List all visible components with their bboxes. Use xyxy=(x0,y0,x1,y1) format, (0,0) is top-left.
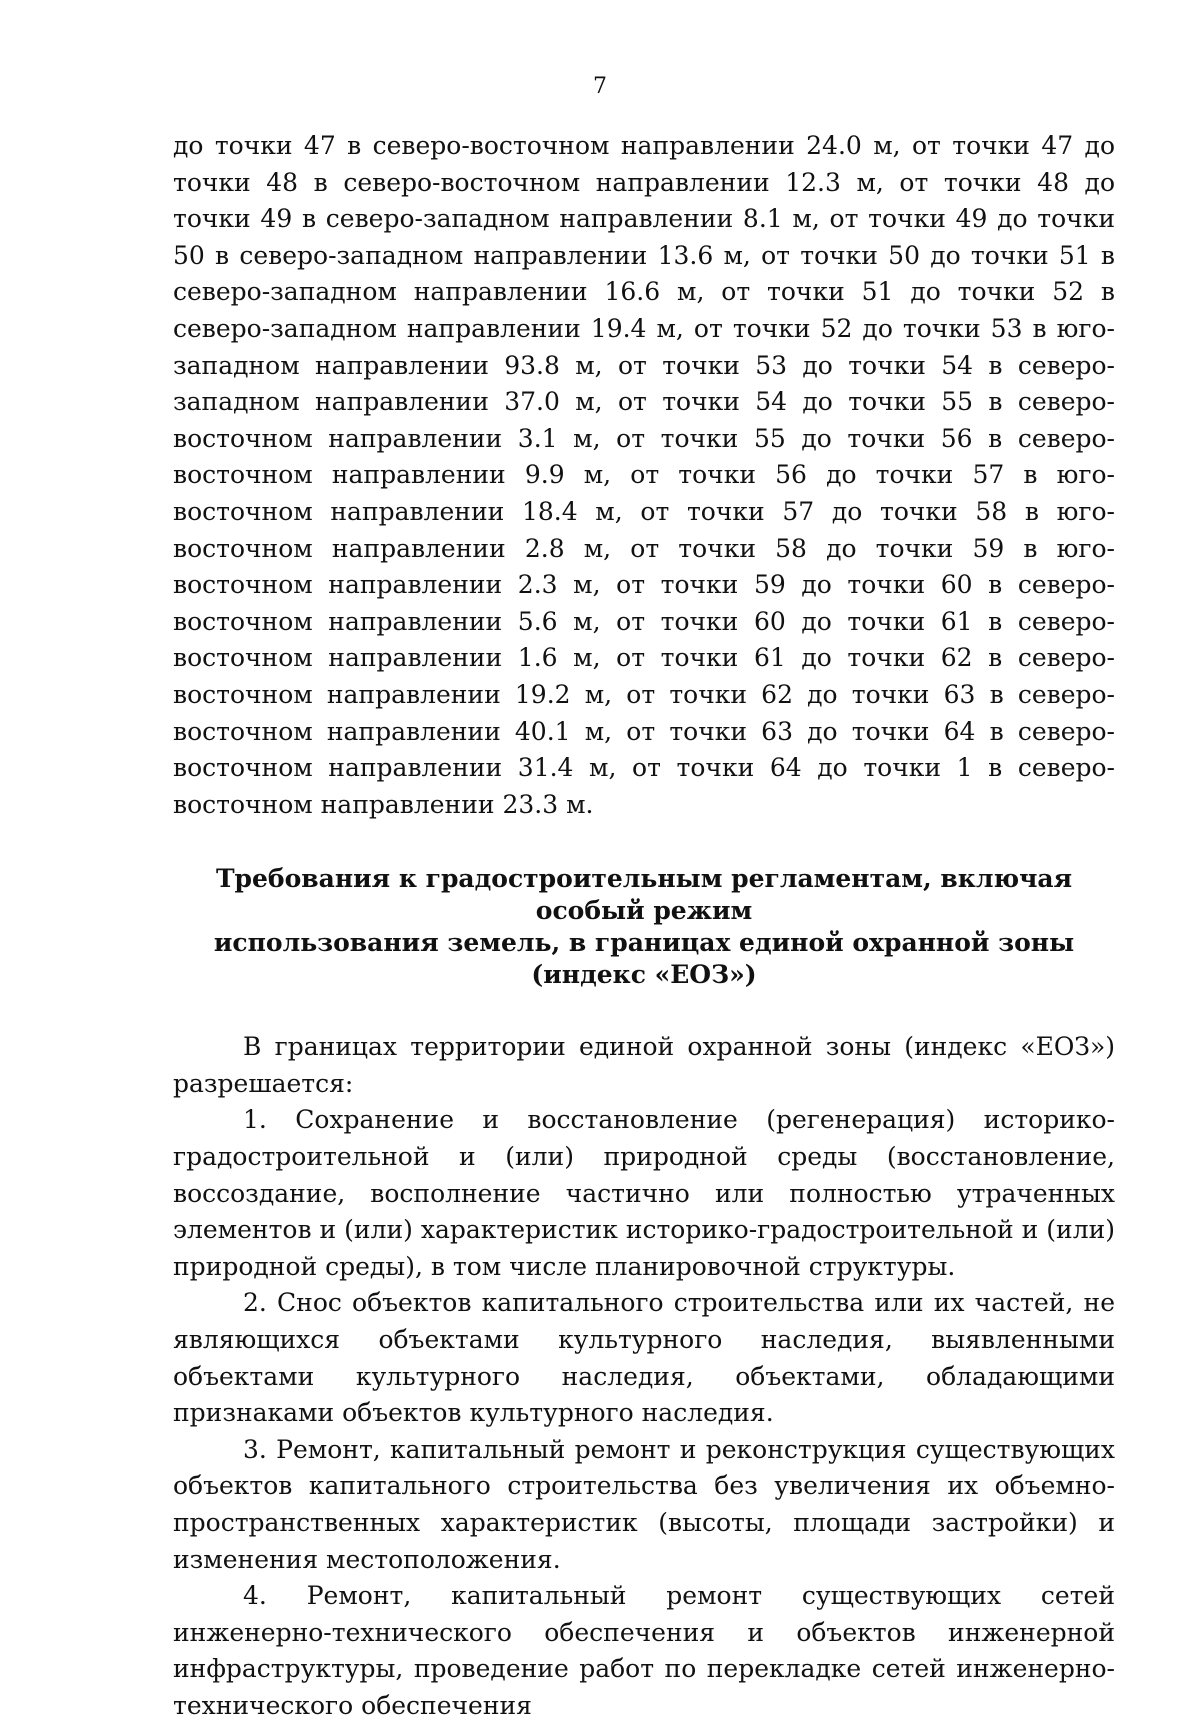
section-heading-line: Требования к градостроительным регламентам, включая особый режим xyxy=(215,864,1073,926)
section-heading-line: (индекс «ЕОЗ») xyxy=(531,960,757,990)
boundary-description-paragraph: до точки 47 в северо-восточном направлении 24.0 м, от точки 47 до точки 48 в северо-восточном направлении 12.3 м, от точки 48 до точки 49 в северо-западном направлении 8.1 м, от точки 49 до точки 50 в северо-западном направлении 13.6 м, от точки 50 до точки 51 в северо-западном направлении 16.6 м, от точки 51 до точки 52 в северо-западном направлении 19.4 м, от точки 52 до точки 53 в юго-западном направлении 93.8 м, от точки 53 до точки 54 в северо-западном направлении 37.0 м, от точки 54 до точки 55 в северо-восточном направлении 3.1 м, от точки 55 до точки 56 в северо-восточном направлении 9.9 м, от точки 56 до точки 57 в юго-восточном направлении 18.4 м, от точки 57 до точки 58 в юго-восточном направлении 2.8 м, от точки 58 до точки 59 в юго-восточном направлении 2.3 м, от точки 59 до точки 60 в северо-восточном направлении 5.6 м, от точки 60 до точки 61 в северо-восточном направлении 1.6 м, от точки 61 до точки 62 в северо-восточном направлении 19.2 м, от точки 62 до точки 63 в северо-восточном направлении 40.1 м, от точки 63 до точки 64 в северо-восточном направлении 31.4 м, от точки 64 до точки 1 в северо-восточном направлении 23.3 м. xyxy=(173,131,1115,819)
list-item: 1. Сохранение и восстановление (регенерация) историко-градостроительной и (или) природной среды (восстановление, воссоздание, восполнение частично или полностью утраченных элементов и (или) характеристик историко-градостроительной и (или) природной среды), в том числе планировочной структуры. xyxy=(173,1105,1115,1281)
section-intro-paragraph: В границах территории единой охранной зоны (индекс «ЕОЗ») разрешается: xyxy=(173,1032,1115,1098)
page-number: 7 xyxy=(593,74,607,99)
list-item: 4. Ремонт, капитальный ремонт существующих сетей инженерно-технического обеспечения и объектов инженерной инфраструктуры, проведение работ по перекладке сетей инженерно-технического обеспечения xyxy=(173,1581,1115,1720)
section-spacer xyxy=(173,991,1115,1029)
section-heading xyxy=(173,863,1115,991)
section-heading-line: использования земель, в границах единой охранной зоны xyxy=(213,928,1075,958)
list-item: 3. Ремонт, капитальный ремонт и реконструкция существующих объектов капитального строительства без увеличения их объемно-пространственных характеристик (высоты, площади застройки) и изменения местоположения. xyxy=(173,1434,1115,1574)
list-item: 2. Снос объектов капитального строительства или их частей, не являющихся объектами культурного наследия, выявленными объектами культурного наследия, объектами, обладающими признаками объектов культурного наследия. xyxy=(173,1288,1115,1428)
page-content xyxy=(173,128,1115,1725)
